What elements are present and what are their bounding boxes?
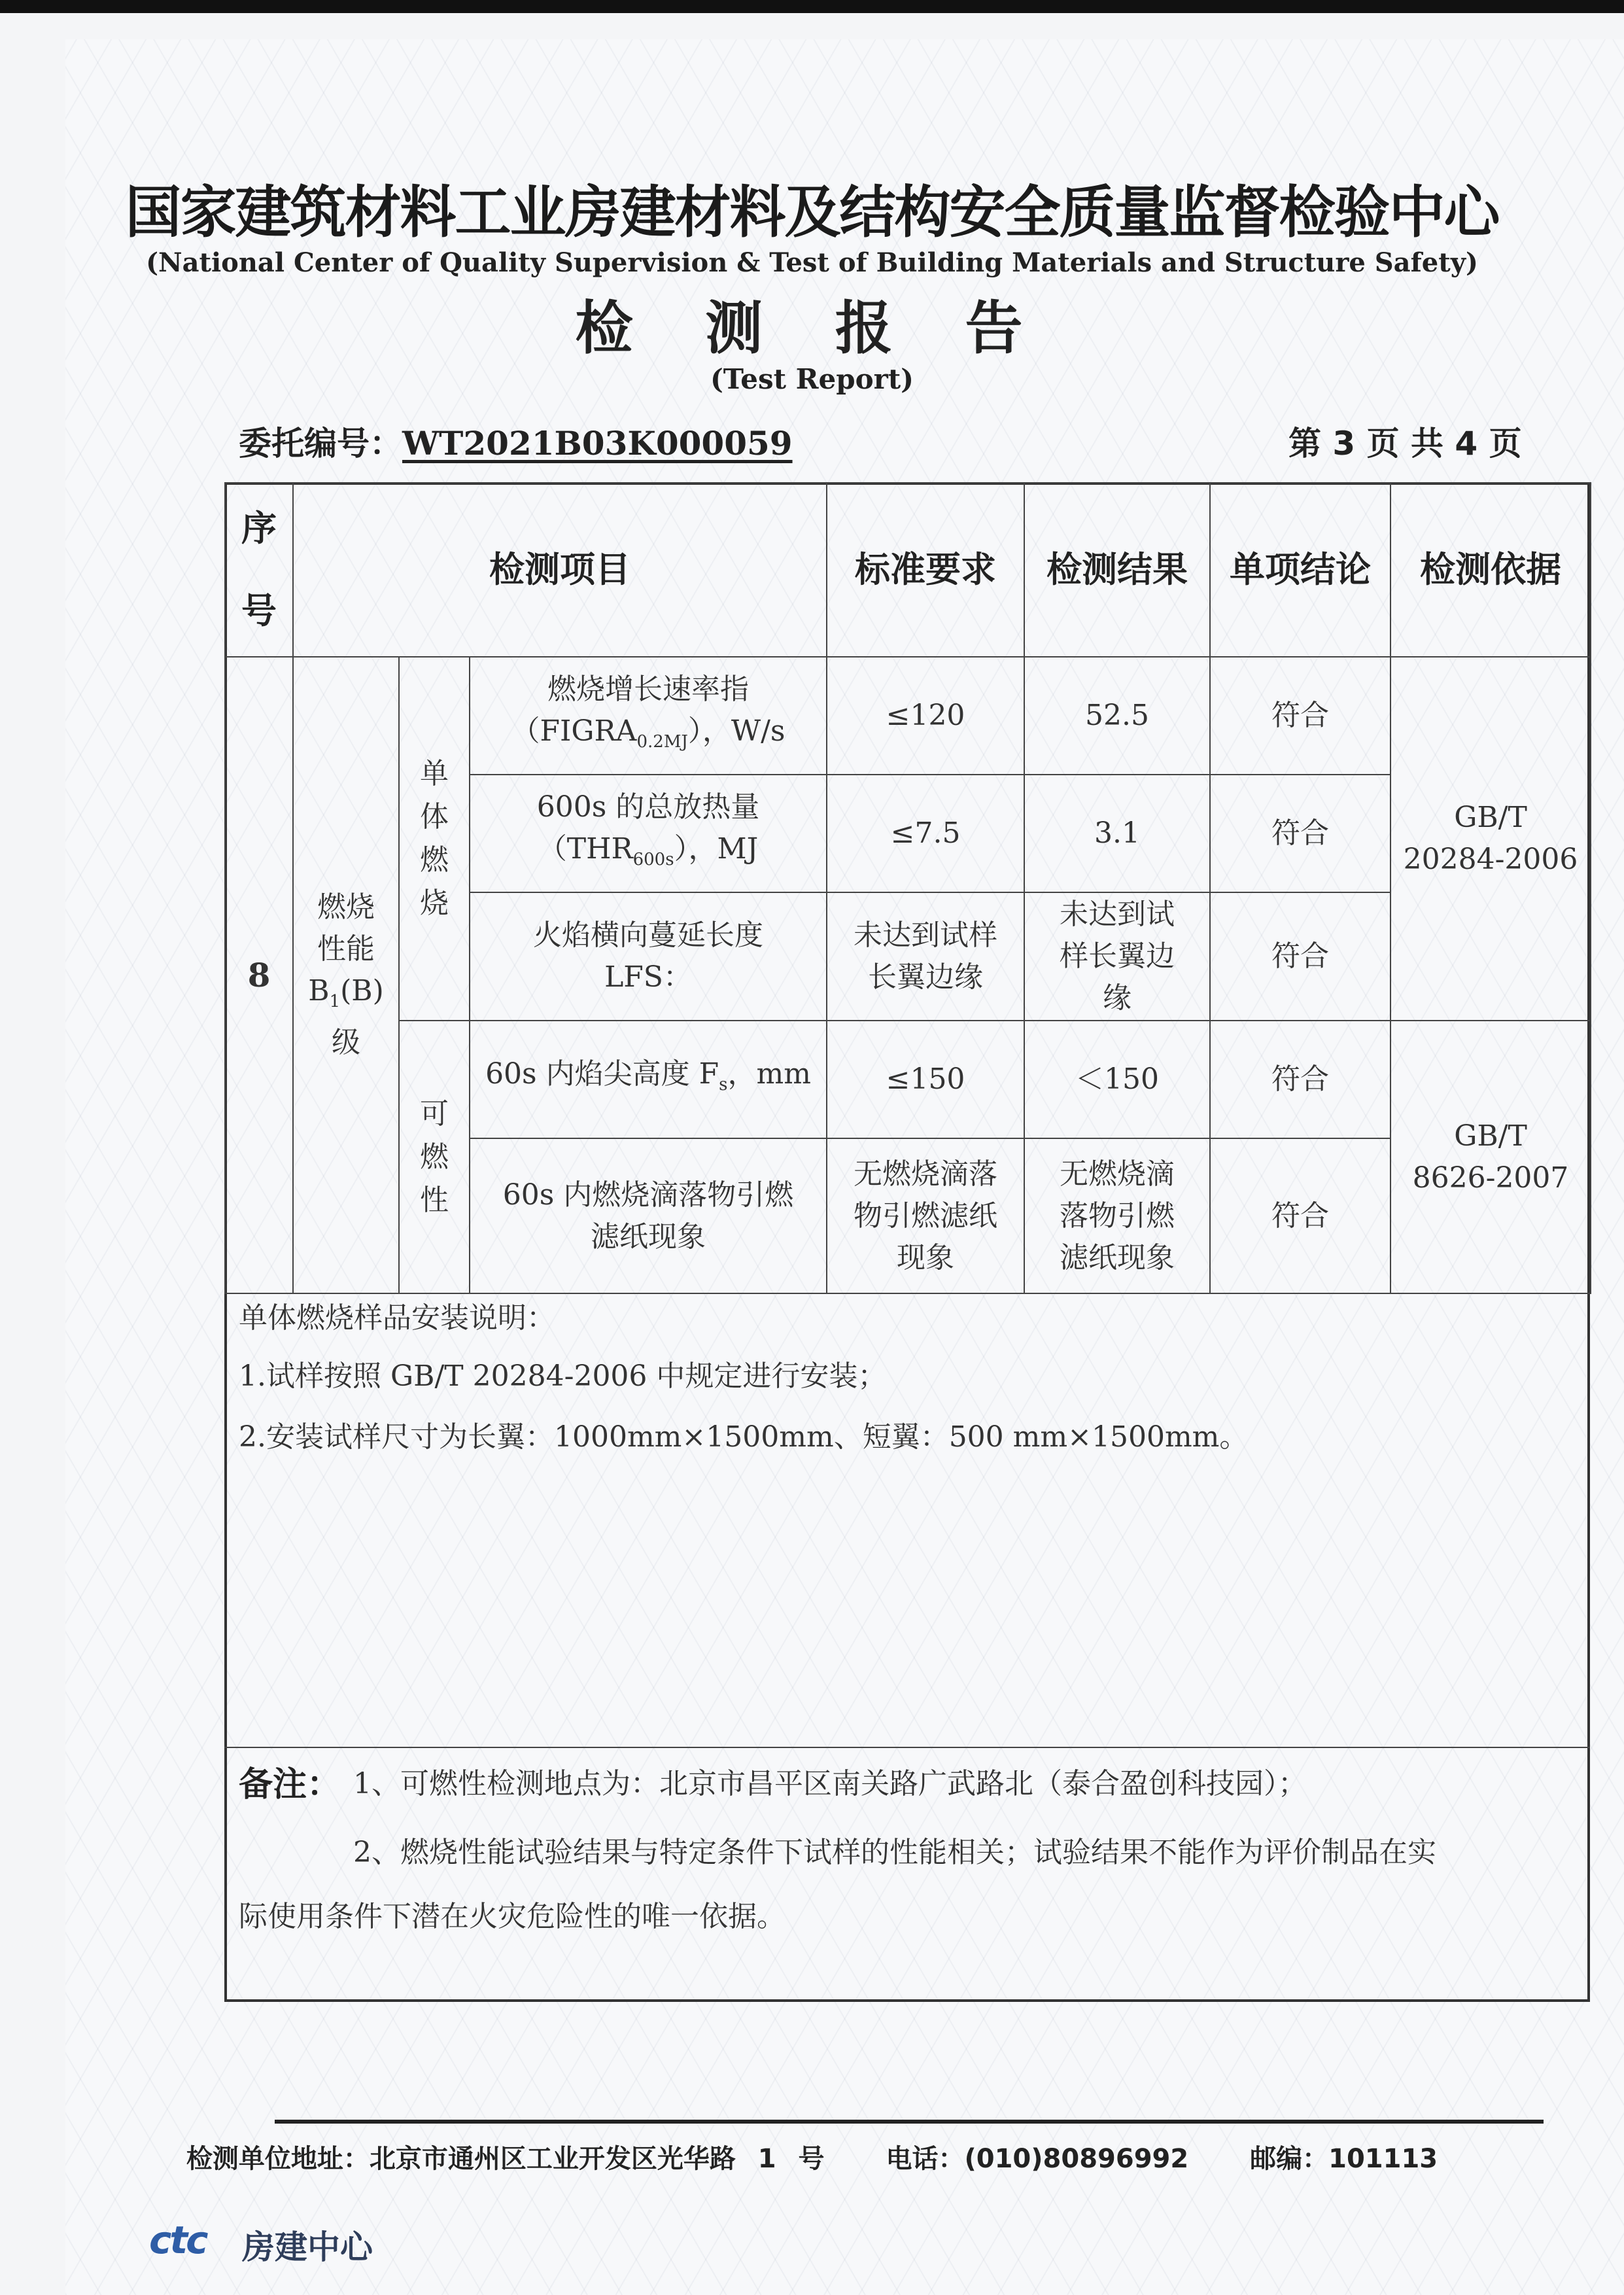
- footer-phone: 电话：(010)80896992: [886, 2144, 1189, 2174]
- header-standard: 标准要求: [827, 483, 1024, 657]
- item-unit: ），W/s: [687, 714, 786, 748]
- result-line: 无燃烧滴: [1060, 1157, 1175, 1191]
- header-seq-char-2: 号: [241, 590, 277, 631]
- result-cell: 3.1: [1024, 775, 1210, 892]
- item-cell: [470, 892, 827, 1021]
- page-info: 第 3 页 共 4 页: [1288, 425, 1522, 463]
- group1-char: 体: [420, 800, 449, 833]
- group2-char: 燃: [420, 1140, 449, 1174]
- basis-line: 20284-2006: [1403, 843, 1578, 876]
- result-cell: ＜150: [1024, 1021, 1210, 1138]
- basis-cell-1: [1391, 657, 1591, 1021]
- basis-cell-2: [1391, 1021, 1591, 1293]
- basis-line: GB/T: [1454, 801, 1527, 834]
- footer-contact: [0, 2138, 1624, 2175]
- standard-cell: ≤150: [827, 1021, 1024, 1138]
- results-table: [224, 482, 1591, 1294]
- header-seq: [225, 483, 293, 657]
- item-cell: [470, 775, 827, 892]
- footer-rule: [275, 2120, 1544, 2124]
- item-text: 60s 内焰尖高度 F: [485, 1057, 719, 1091]
- conclusion-cell: 符合: [1210, 1021, 1391, 1138]
- item-unit: ），MJ: [674, 832, 759, 866]
- group2-char: 性: [420, 1183, 449, 1217]
- category-class-sub: 1: [329, 991, 341, 1011]
- basis-line: 8626-2007: [1412, 1161, 1569, 1195]
- basis-line: GB/T: [1454, 1119, 1527, 1153]
- install-notes-line-1: 1.试样按照 GB/T 20284-2006 中规定进行安装；: [239, 1359, 887, 1393]
- header-seq-char-1: 序: [241, 508, 277, 549]
- group-combustibility: [399, 1021, 470, 1293]
- entrust-number-value: WT2021B03K000059: [402, 424, 793, 463]
- result-cell: [1024, 892, 1210, 1021]
- group1-char: 单: [420, 757, 449, 790]
- item-line: 600s 的总放热量: [536, 790, 760, 824]
- category-line-2: 性能: [317, 932, 375, 966]
- report-title-en: (Test Report): [710, 363, 914, 395]
- organization-title-en: (National Center of Quality Supervision & Test of Building Materials and Structure Safety): [146, 247, 1478, 278]
- header-conclusion: 单项结论: [1210, 483, 1391, 657]
- item-cell: [470, 657, 827, 775]
- category-class-suffix: (B): [340, 973, 384, 1007]
- group2-char: 可: [420, 1096, 449, 1130]
- conclusion-cell: 符合: [1210, 1138, 1391, 1293]
- item-line: 火焰横向蔓延长度: [533, 919, 763, 952]
- footer-postcode: 邮编：101113: [1250, 2144, 1438, 2174]
- ctc-logo-icon: ctc: [149, 2218, 207, 2262]
- report-title-cn: 检 测 报 告: [575, 294, 1049, 362]
- table-header-row: [225, 483, 1591, 657]
- standard-cell: [827, 1138, 1024, 1293]
- header-item: 检测项目: [293, 483, 827, 657]
- category-line-3: [300, 970, 392, 1023]
- category-line-4: 级: [332, 1026, 360, 1060]
- remarks-label: 备注：: [239, 1765, 341, 1804]
- item-text: （THR: [538, 832, 633, 866]
- standard-cell: [827, 892, 1024, 1021]
- item-cell: [470, 1021, 827, 1138]
- item-line: 滤纸现象: [591, 1219, 706, 1253]
- remarks-line-3: 际使用条件下潜在火灾危险性的唯一依据。: [239, 1900, 786, 1933]
- item-cell: [470, 1138, 827, 1293]
- item-line: [477, 828, 820, 881]
- standard-line: 无燃烧滴落: [854, 1157, 998, 1191]
- item-subscript: 600s: [632, 849, 674, 869]
- organization-title-cn: 国家建筑材料工业房建材料及结构安全质量监督检验中心: [125, 180, 1499, 245]
- result-line: 样长翼边: [1060, 939, 1175, 973]
- conclusion-cell: 符合: [1210, 892, 1391, 1021]
- standard-cell: ≤7.5: [827, 775, 1024, 892]
- standard-line: 未达到试样: [854, 919, 998, 952]
- item-text: （FIGRA: [511, 714, 637, 748]
- result-cell: 52.5: [1024, 657, 1210, 775]
- conclusion-cell: 符合: [1210, 657, 1391, 775]
- scan-top-edge: [0, 0, 1624, 13]
- result-line: 滤纸现象: [1060, 1240, 1175, 1274]
- result-cell: [1024, 1138, 1210, 1293]
- remarks-divider: [224, 1747, 1590, 1748]
- group1-char: 烧: [420, 886, 449, 920]
- standard-line: 现象: [897, 1240, 955, 1274]
- item-line: 60s 内燃烧滴落物引燃: [502, 1178, 794, 1212]
- standard-line: 物引燃滤纸: [854, 1199, 998, 1233]
- item-unit: ，mm: [727, 1057, 811, 1091]
- table-row: [225, 1021, 1591, 1138]
- header-seq-gap: [226, 550, 292, 589]
- category-class: B: [308, 973, 330, 1007]
- conclusion-cell: 符合: [1210, 775, 1391, 892]
- standard-cell: ≤120: [827, 657, 1024, 775]
- logo-text: 房建中心: [242, 2228, 373, 2266]
- item-subscript: s: [719, 1074, 728, 1095]
- entrust-number: [239, 417, 793, 464]
- install-notes-title: 单体燃烧样品安装说明：: [239, 1301, 555, 1335]
- remarks-line-1: 1、可燃性检测地点为：北京市昌平区南关路广武路北（泰合盈创科技园）；: [353, 1767, 1307, 1800]
- group-single-burning: [399, 657, 470, 1021]
- seq-cell: 8: [225, 657, 293, 1293]
- item-line: LFS：: [604, 960, 692, 994]
- entrust-label: 委托编号：: [239, 425, 402, 463]
- footer-address: 检测单位地址：北京市通州区工业开发区光华路 1 号: [186, 2144, 825, 2174]
- install-notes-line-2: 2.安装试样尺寸为长翼：1000mm×1500mm、短翼：500 mm×1500mm。: [239, 1420, 1249, 1454]
- category-line-1: 燃烧: [317, 890, 375, 924]
- remarks-line-2: 2、燃烧性能试验结果与特定条件下试样的性能相关；试验结果不能作为评价制品在实: [353, 1836, 1436, 1869]
- standard-line: 长翼边缘: [868, 960, 984, 994]
- group1-char: 燃: [420, 843, 449, 877]
- item-line: [477, 710, 820, 763]
- table-row: [225, 657, 1591, 775]
- result-line: 未达到试: [1060, 898, 1175, 931]
- category-cell: [293, 657, 399, 1293]
- header-basis: 检测依据: [1391, 483, 1591, 657]
- result-line: 落物引燃: [1060, 1199, 1175, 1233]
- header-result: 检测结果: [1024, 483, 1210, 657]
- item-line: 燃烧增长速率指: [547, 673, 749, 707]
- item-subscript: 0.2MJ: [636, 731, 688, 752]
- result-line: 缘: [1103, 981, 1132, 1015]
